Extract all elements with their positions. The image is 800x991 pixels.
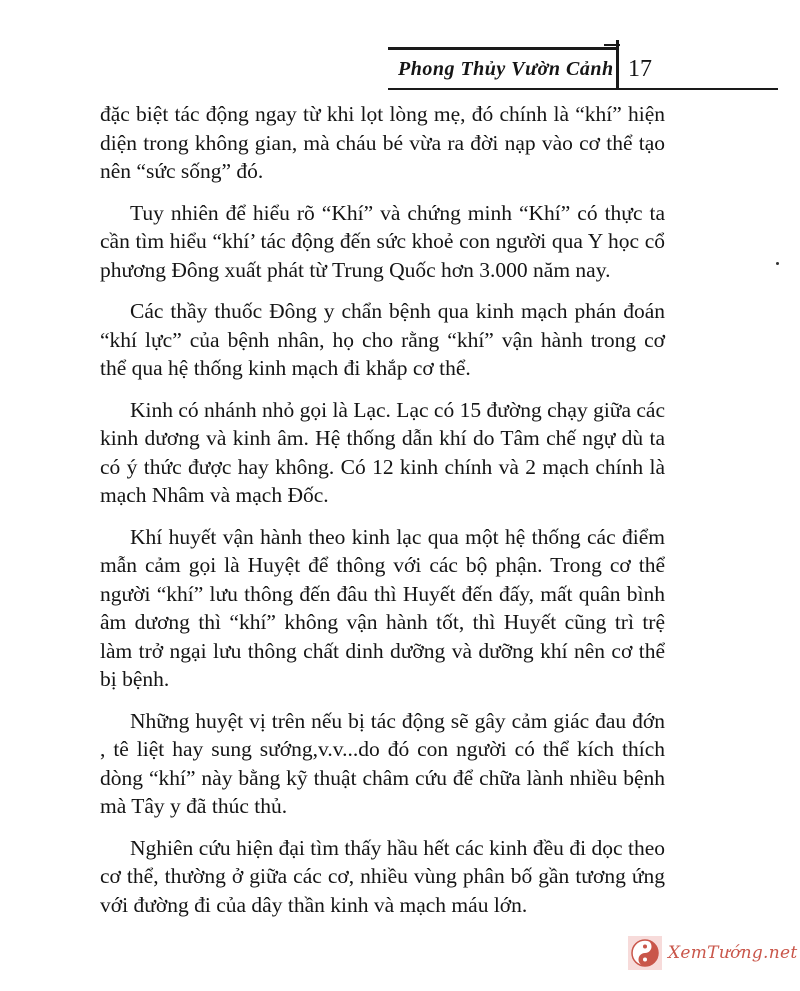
paragraph-6: Những huyệt vị trên nếu bị tác động sẽ gây cảm giác đau đớn , tê liệt hay sung sướng,v.v...do đó con người có thể kích thích dòng “khí” này bằng kỹ thuật châm cứu để chữa lành nhiều bệnh mà Tây y đã thúc thủ.	[100, 708, 665, 818]
watermark-text: XemTướng.net	[668, 943, 798, 963]
paragraph-2: Tuy nhiên để hiểu rõ “Khí” và chứng minh “Khí” có thực ta cần tìm hiểu “khí’ tác động đến sức khoẻ con người qua Y học cổ phương Đông xuất phát từ Trung Quốc hơn 3.000 năm nay.	[100, 200, 665, 282]
paragraph-4: Kinh có nhánh nhỏ gọi là Lạc. Lạc có 15 đường chạy giữa các kinh dương và kinh âm. Hệ thống dẫn khí do Tâm chế ngự dù ta có ý thức được hay không. Có 12 kinh chính và 2 mạch chính là mạch Nhâm và mạch Đốc.	[100, 397, 665, 507]
page-number: 17	[628, 56, 652, 82]
scan-speck	[776, 262, 779, 265]
paragraph-7: Nghiên cứu hiện đại tìm thấy hầu hết các kinh đều đi dọc theo cơ thể, thường ở giữa các cơ, nhiều vùng phân bố gần tương ứng với đường đi của dây thần kinh và mạch máu lớn.	[100, 835, 665, 917]
paragraph-5: Khí huyết vận hành theo kinh lạc qua một hệ thống các điểm mẫn cảm gọi là Huyệt để thông với các bộ phận. Trong cơ thể người “khí” lưu thông đến đâu thì Huyết đến đấy, mất quân bình âm dương thì “khí” không vận hành tốt, thì Huyết cũng trì trệ làm trở ngại lưu thông chất dinh dưỡng và dưỡng khí nên cơ thể bị bệnh.	[100, 524, 665, 691]
paragraph-3: Các thầy thuốc Đông y chẩn bệnh qua kinh mạch phán đoán “khí lực” của bệnh nhân, họ cho rằng “khí” vận hành trong cơ thể qua hệ thống kinh mạch đi khắp cơ thể.	[100, 299, 665, 380]
watermark	[628, 936, 797, 970]
running-title: Phong Thủy Vườn Cảnh	[398, 58, 614, 80]
body-text	[100, 100, 665, 932]
paragraph-1: đặc biệt tác động ngay từ khi lọt lòng mẹ, đó chính là “khí” hiện diện trong không gian, mà cháu bé vừa ra đời nạp vào cơ thể tạo nên “sức sống” đó.	[100, 102, 665, 183]
header-separator	[616, 40, 619, 90]
header-rule	[388, 47, 618, 50]
header-underline	[388, 88, 778, 90]
yin-yang-icon	[628, 936, 662, 970]
